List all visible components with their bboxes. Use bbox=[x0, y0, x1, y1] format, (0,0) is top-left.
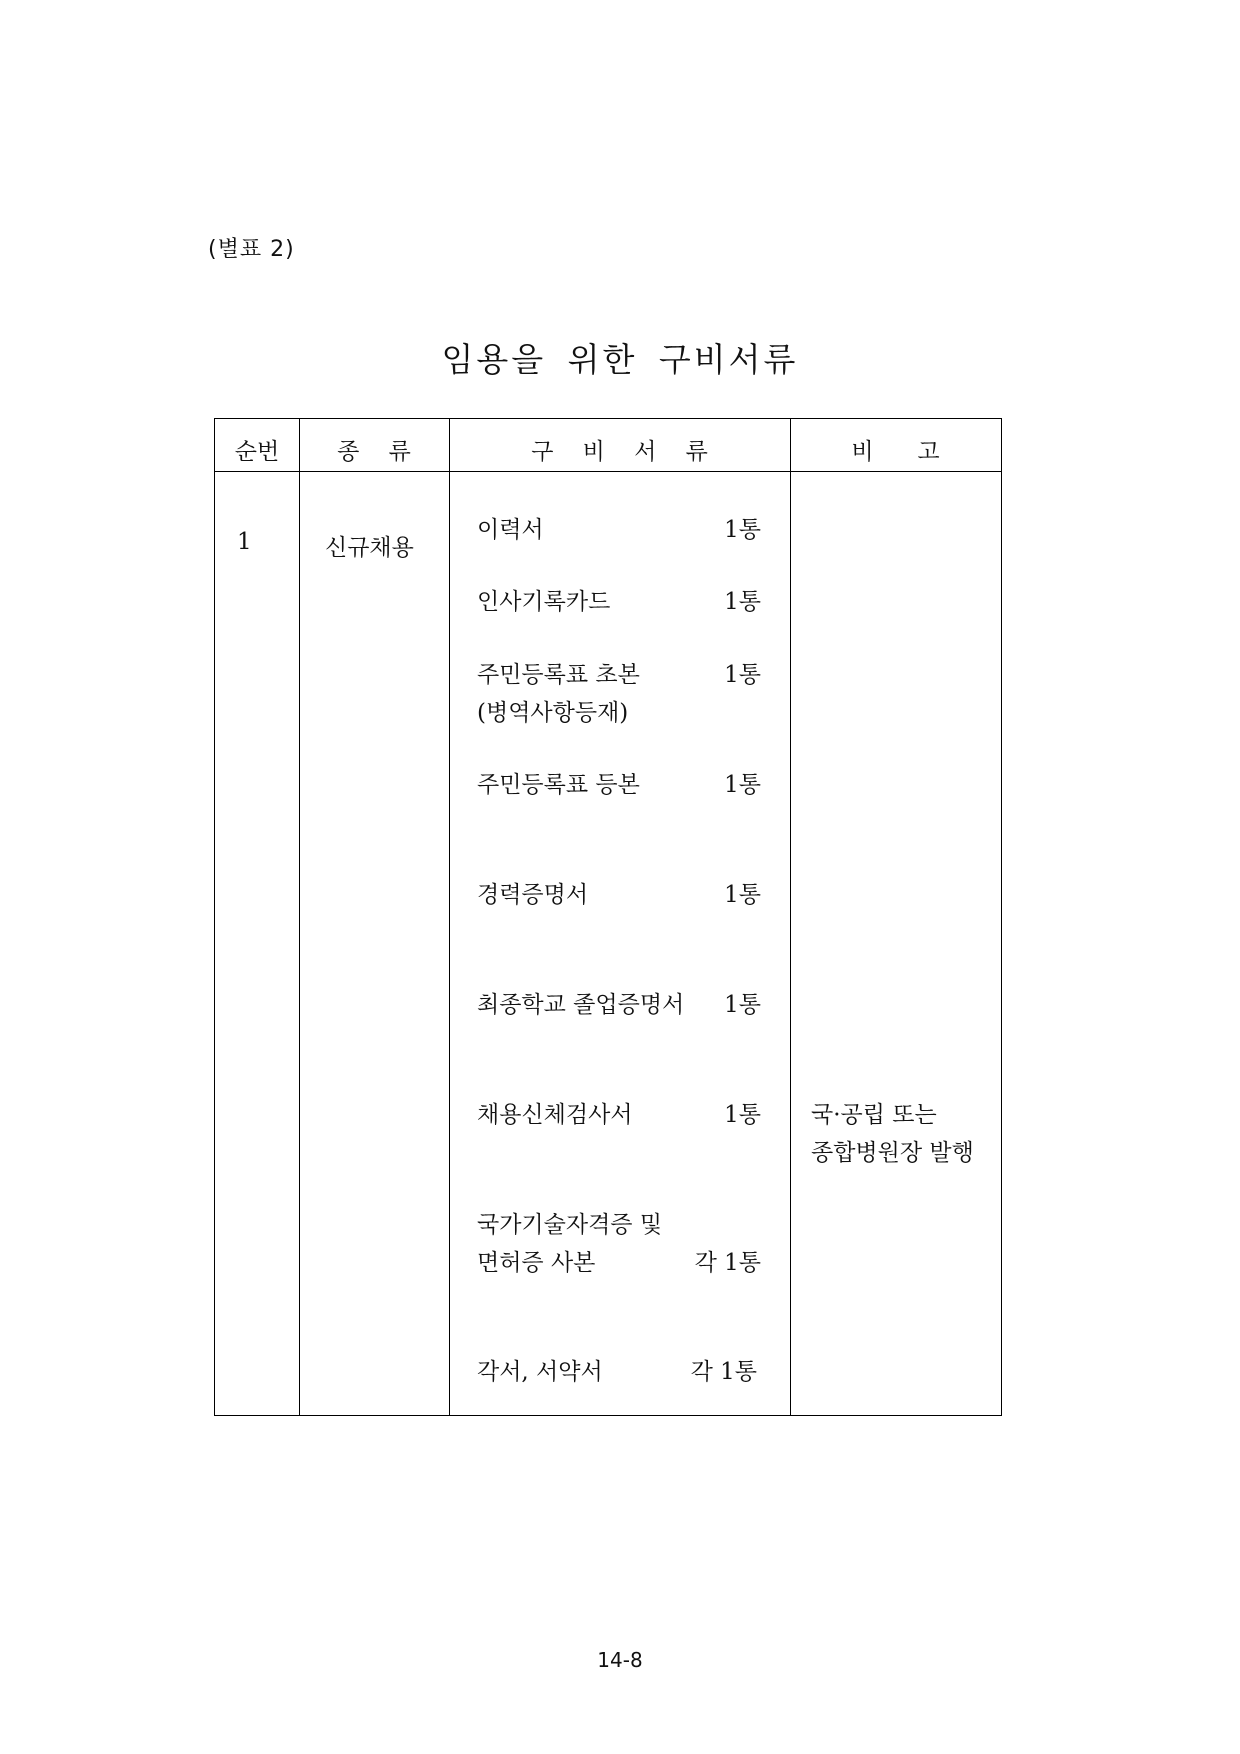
header-note: 비 고 bbox=[851, 439, 940, 465]
document-qty: 1통 bbox=[724, 882, 761, 908]
document-name: 이력서 bbox=[477, 517, 544, 543]
document-name: 주민등록표 등본 bbox=[477, 772, 640, 798]
document-name-line2: 면허증 사본 bbox=[477, 1250, 596, 1276]
row-type: 신규채용 bbox=[325, 535, 414, 561]
document-name: 주민등록표 초본 bbox=[477, 662, 640, 688]
note-line-1: 국·공립 또는 bbox=[811, 1102, 937, 1128]
document-name: 국가기술자격증 및 bbox=[477, 1212, 663, 1238]
document-name: 최종학교 졸업증명서 bbox=[477, 992, 685, 1018]
header-documents: 구 비 서 류 bbox=[531, 439, 708, 465]
document-qty: 1통 bbox=[724, 1102, 761, 1128]
header-no: 순번 bbox=[234, 439, 280, 465]
header-type: 종 류 bbox=[337, 439, 411, 465]
annex-label: (별표 2) bbox=[208, 237, 295, 262]
header-divider bbox=[215, 471, 1001, 472]
document-qty: 1통 bbox=[724, 589, 761, 615]
document-qty: 각 1통 bbox=[694, 1250, 761, 1276]
column-divider bbox=[299, 419, 300, 1415]
document-name: 각서, 서약서 bbox=[477, 1359, 603, 1385]
document-qty: 1통 bbox=[724, 772, 761, 798]
row-number: 1 bbox=[237, 529, 252, 555]
column-divider bbox=[449, 419, 450, 1415]
column-divider bbox=[790, 419, 791, 1415]
page-number: 14-8 bbox=[597, 1648, 643, 1672]
documents-table bbox=[214, 418, 1002, 1416]
document-name: 경력증명서 bbox=[477, 882, 589, 908]
document-name: 채용신체검사서 bbox=[477, 1102, 633, 1128]
document-qty: 1통 bbox=[724, 992, 761, 1018]
document-name: 인사기록카드 bbox=[477, 589, 611, 615]
page-title: 임용을 위한 구비서류 bbox=[441, 340, 799, 379]
document-qty: 각 1통 bbox=[690, 1359, 757, 1385]
document-qty: 1통 bbox=[724, 517, 761, 543]
note-line-2: 종합병원장 발행 bbox=[811, 1140, 974, 1166]
document-name-line2: (병역사항등재) bbox=[477, 700, 629, 726]
document-qty: 1통 bbox=[724, 662, 761, 688]
